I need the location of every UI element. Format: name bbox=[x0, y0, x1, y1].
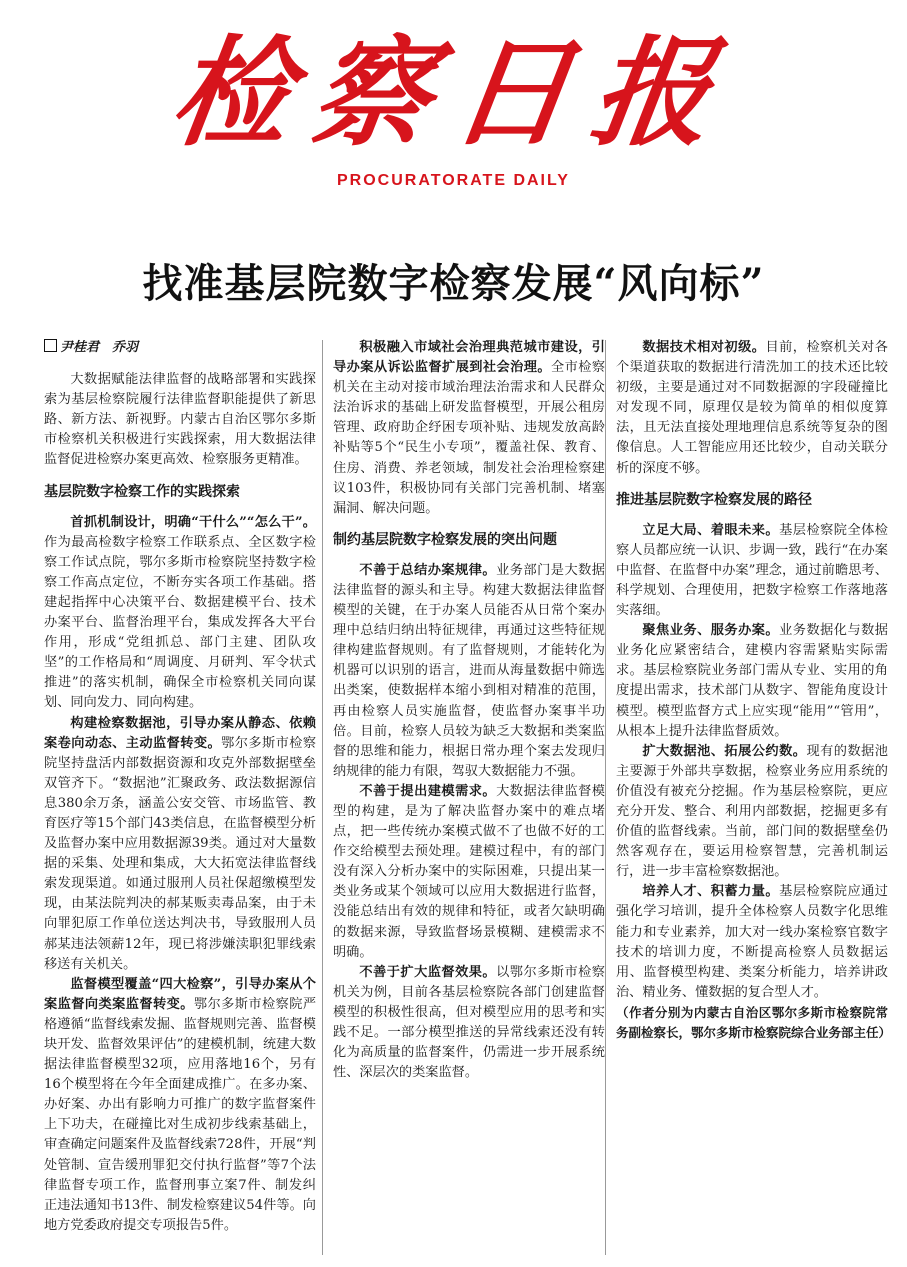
paragraph bbox=[333, 963, 605, 1084]
paragraph bbox=[333, 338, 605, 519]
paragraph bbox=[333, 782, 605, 963]
paragraph-body: 大数据法律监督模型的构建，是为了解决监督办案中的难点堵点，把一些传统办案模式做不了也做不好的工作交给模型去预处理。建模过程中，有的部门没有深入分析办案中的实际困难，只提出某一类业务或某个领域可以应用大数据进行监督，没能总结出有效的规律和特征，或者欠缺明确的数据来源，导致监督场景模糊、建模需求不明确。 bbox=[333, 783, 605, 960]
paragraph bbox=[44, 513, 316, 714]
paragraph bbox=[616, 621, 888, 742]
paragraph-body: 基层检察院全体检察人员都应统一认识、步调一致，践行“在办案中监督、在监督中办案”理念，通过前瞻思考、科学规划、合理使用，把数字检察工作落地落实落细。 bbox=[616, 522, 888, 619]
paragraph-lead: 不善于扩大监督效果。 bbox=[359, 964, 497, 980]
paragraph-body: 现有的数据池主要源于外部共享数据，检察业务应用系统的价值没有被充分挖掘。作为基层检察院，更应充分开发、整合、利用内部数据，挖掘更多有价值的监督线索。当前，部门间的数据壁垒仍然客观存在，要运用检察智慧，完善机制运行，进一步丰富检察数据池。 bbox=[616, 743, 888, 880]
article-column-1 bbox=[44, 338, 316, 1236]
byline-box-icon bbox=[44, 339, 57, 352]
lead-paragraph: 大数据赋能法律监督的战略部署和实践探索为基层检察院履行法律监督职能提供了新思路、新方法、新视野。内蒙古自治区鄂尔多斯市检察机关积极进行实践探索，用大数据法律监督促进检察办案更高效、检察服务更精准。 bbox=[44, 372, 316, 468]
article-headline: 找准基层院数字检察发展“风向标” bbox=[142, 260, 765, 307]
paragraph-body: 业务数据化与数据业务化应紧密结合，建模内容需紧贴实际需求。基层检察院业务部门需从专业、实用的角度提出需求，技术部门从数字、智能角度设计模型。模型监督方式上应实现“能用”“管用”，从根本上提升法律监督质效。 bbox=[616, 623, 888, 739]
paragraph-lead: 数据技术相对初级。 bbox=[642, 340, 766, 355]
paragraph bbox=[44, 975, 316, 1236]
column-divider bbox=[322, 340, 323, 1255]
author-note: （作者分别为内蒙古自治区鄂尔多斯市检察院常务副检察长，鄂尔多斯市检察院综合业务部主任） bbox=[616, 1004, 892, 1040]
masthead-subtitle: PROCURATORATE DAILY bbox=[337, 172, 570, 189]
paragraph-body: 基层检察院应通过强化学习培训，提升全体检察人员数字化思维能力和专业素养，加大对一线办案检察官数字技术的培训力度，不断提高检察人员数据运用、监督模型构建、类案分析能力，培养讲政治、精业务、懂数据的复合型人才。 bbox=[616, 884, 888, 1000]
paragraph bbox=[616, 338, 888, 479]
paragraph-lead: 扩大数据池、拓展公约数。 bbox=[642, 743, 807, 759]
paragraph bbox=[616, 521, 888, 621]
paragraph-body: 鄂尔多斯市检察院坚持盘活内部数据资源和攻克外部数据壁垒双管齐下。“数据池”汇聚政务、政法数据源信息380余万条，涵盖公安交管、市场监管、教育医疗等15个部门43类信息，在监督模型分析及监督办案中应用数据源39类。通过对大量数据的采集、处理和集成，大大拓宽法律监督线索发现渠道。如通过服刑人员社保超缴模型发现，由某法院判决的郝某贩卖毒品案，由于未向罪犯原工作单位送达判决书，导致服刑人员郝某违法领薪12年，现已将涉嫌渎职犯罪线索移送有关机关。 bbox=[44, 735, 317, 972]
article-column-2 bbox=[333, 338, 605, 1083]
paragraph-lead: 构建检察数据池，引导办案从静态、依赖案卷向动态、主动监督转变。 bbox=[44, 715, 316, 751]
paragraph-lead: 积极融入市域社会治理典范城市建设，引导办案从诉讼监督扩展到社会治理。 bbox=[333, 340, 605, 376]
paragraph-body: 作为最高检数字检察工作联系点、全区数字检察工作试点院，鄂尔多斯市检察院坚持数字检察工作高点定位，不断夯实各项工作基础。搭建起指挥中心决策平台、数据建模平台、技术办案平台、监督治理平台，集成发挥各大平台作用，形成“党组抓总、部门主建、团队攻坚”的工作格局和“周调度、月研判、军令状式推进”的落实机制，确保全市检察机关同向谋划、同向发力、同向构建。 bbox=[44, 534, 316, 711]
paragraph bbox=[44, 714, 316, 975]
column-divider bbox=[605, 340, 606, 1255]
paragraph-lead: 不善于总结办案规律。 bbox=[359, 562, 497, 578]
article-column-3 bbox=[616, 338, 892, 1043]
section-heading: 基层院数字检察工作的实践探索 bbox=[44, 483, 240, 500]
byline bbox=[44, 338, 316, 358]
byline-text: 尹桂君 乔羽 bbox=[60, 340, 139, 355]
paragraph bbox=[616, 882, 888, 1003]
paragraph-lead: 聚焦业务、服务办案。 bbox=[642, 623, 780, 639]
paragraph-lead: 立足大局、着眼未来。 bbox=[642, 522, 780, 538]
paragraph-body: 目前，检察机关对各个渠道获取的数据进行清洗加工的技术还比较初级，主要是通过对不同数据源的字段碰撞比对发现不同，原理仅是较为简单的相似度算法，且无法直接处理地理信息系统等复杂的图像信息。人工智能应用还比较少，自动关联分析的深度不够。 bbox=[616, 340, 888, 476]
paragraph-lead: 首抓机制设计，明确“干什么”“怎么干”。 bbox=[70, 514, 316, 530]
masthead-logo: 检察日报 bbox=[163, 23, 744, 162]
paragraph bbox=[333, 561, 605, 782]
paragraph-body: 鄂尔多斯市检察院严格遵循“监督线索发掘、监督规则完善、监督模块开发、监督效果评估”的建模机制，统建大数据法律监督模型32项，应用落地16个，另有16个模型将在今年全面建成推广。在多办案、办好案、办出有影响力可推广的数字监督案件上下功夫，在碰撞比对生成初步线索基础上，审查确定问题案件及监督线索728件，开展“判处管制、宣告缓刑罪犯交付执行监督”等7个法律监督专项工作，监督刑事立案7件、制发纠正违法通知书13件、制发检察建议54件等。向地方党委政府提交专项报告5件。 bbox=[44, 996, 317, 1233]
paragraph-body: 全市检察机关在主动对接市域治理法治需求和人民群众法治诉求的基础上研发监督模型，开展公租房管理、政府助企纾困专项补贴、违规发放高龄补贴等5个“民生小专项”，覆盖社保、教育、住房、消费、养老领域，制发社会治理检察建议103件，积极协同有关部门完善机制、堵塞漏洞、解决问题。 bbox=[333, 360, 606, 516]
section-heading: 推进基层院数字检察发展的路径 bbox=[616, 491, 812, 508]
paragraph-lead: 监督模型覆盖“四大检察”，引导办案从个案监督向类案监督转变。 bbox=[44, 976, 316, 1012]
paragraph-lead: 不善于提出建模需求。 bbox=[359, 783, 497, 799]
paragraph-lead: 培养人才、积蓄力量。 bbox=[642, 884, 780, 900]
masthead bbox=[0, 18, 907, 190]
paragraph-body: 以鄂尔多斯市检察机关为例，目前各基层检察院各部门创建监督模型的积极性很高，但对模型应用的思考和实践不足。一部分模型推送的异常线索还没有转化为高质量的监督案件，仍需进一步开展系统性、深层次的类案监督。 bbox=[333, 964, 605, 1081]
paragraph-body: 业务部门是大数据法律监督的源头和主导。构建大数据法律监督模型的关键，在于办案人员能否从日常个案办理中总结归纳出特征规律，再通过这些特征规律构建监督规则。有了监督规则，才能转化为机器可以识别的语言，进而从海量数据中筛选出类案，使数据样本缩小到相对精准的范围，再由检察人员实施监督，使监督办案事半功倍。目前，检察人员较为缺乏大数据和类案监督的思维和能力，根据日常办理个案去发现归纳规律的能力有限，驾驭大数据能力不强。 bbox=[333, 562, 605, 779]
section-heading: 制约基层院数字检察发展的突出问题 bbox=[333, 531, 557, 548]
paragraph bbox=[616, 742, 888, 883]
